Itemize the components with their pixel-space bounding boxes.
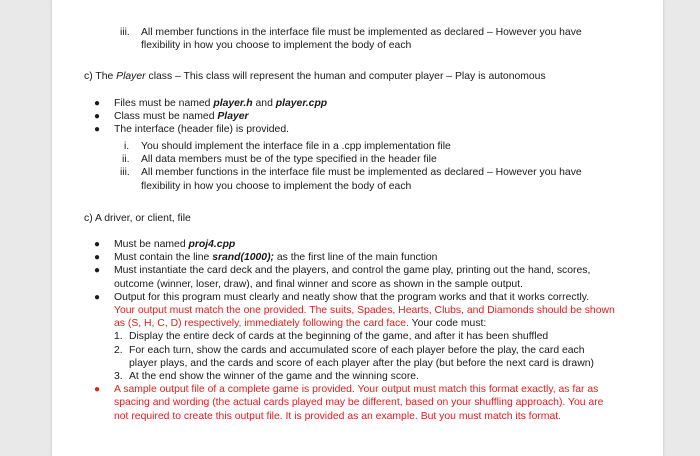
filename: player.cpp (275, 98, 328, 109)
list-item (94, 383, 662, 423)
player-bullet-list (94, 97, 659, 137)
section-heading-player: c) The Player class – This class will represent the human and computer player – Play is autonomous (84, 71, 546, 82)
list-item: 2. For each turn, show the cards and accumulated score of each player before the play, the card each player plays, and the cards and score of each player after the play (but before the next card is drawn) (114, 344, 594, 369)
roman-numeral: iii. (120, 27, 130, 38)
numbered-list (114, 330, 662, 383)
bullet-icon: ● (94, 111, 101, 123)
list-number: 2. (114, 344, 123, 356)
player-subitem-list (120, 140, 660, 193)
bullet-icon: ● (94, 265, 101, 277)
list-item: 1. Display the entire deck of cards at the beginning of the game, and after it has been shuffled (114, 331, 549, 343)
top-item-iii (120, 26, 660, 52)
roman-numeral: iii. (120, 167, 130, 179)
section-heading-driver: c) A driver, or client, file (84, 213, 191, 224)
list-item: ● Output for this program must clearly and neatly show that the program works and that it works correctly. Your output must match the one provided. The suits, Spades, Hearts, Clubs, and Diamonds should be shown as (S, H, C, D) respectively, immediately following the card face. Your code must: (94, 291, 662, 331)
emphasis-text: as (S, H, C, D) respectively, immediately following the card face. (114, 318, 409, 330)
list-item: ● Class must be named Player (94, 111, 249, 123)
filename: proj4.cpp (188, 239, 236, 250)
list-number: 3. (114, 371, 123, 382)
text-line: All member functions in the interface file must be implemented as declared – However you have (141, 27, 582, 38)
list-item: ii. All data members must be of the type specified in the header file (122, 154, 437, 166)
bullet-icon: ● (94, 252, 101, 264)
roman-numeral: i. (124, 141, 130, 152)
list-item: ● Must contain the line srand(1000); as the first line of the main function (94, 252, 438, 264)
emphasis-text: Your output must match the one provided. The suits, Spades, Hearts, Clubs, and Diamonds should be shown (114, 304, 615, 316)
bullet-icon: ● (94, 291, 101, 303)
list-item: ● The interface (header file) is provided. (94, 124, 289, 136)
list-item: i. You should implement the interface file in a .cpp implementation file (124, 141, 451, 152)
driver-bullet-list (94, 238, 662, 423)
list-item: 3. At the end show the winner of the game and the winning score. (114, 371, 419, 382)
class-name: Player (217, 111, 249, 123)
bullet-icon: ● (94, 239, 101, 250)
list-item: iii. All member functions in the interface file must be implemented as declared – However you have flexibility in how you choose to implement the body of each (120, 167, 582, 192)
filename: player.h (213, 98, 253, 109)
list-item: ● Must instantiate the card deck and the players, and control the game play, printing out the hand, scores, outcome (winner, loser, draw), and final winner and score as shown in the sample output. (94, 265, 591, 290)
bullet-icon: ● (94, 384, 101, 396)
list-number: 1. (114, 331, 123, 343)
bullet-icon: ● (94, 98, 101, 109)
bullet-icon: ● (94, 124, 101, 136)
text-line: flexibility in how you choose to implement the body of each (141, 40, 412, 52)
emphasis-text: A sample output file of a complete game is provided. Your output must match this format exactly, as far as spacing and wording (the actual cards played may be different, based on your shuffling approach). You are not required to create this output file. It is provided as an example. But you must match its format. (114, 384, 604, 422)
document-page (52, 0, 663, 456)
list-item: ● Must be named proj4.cpp (94, 239, 236, 250)
class-name: Player (116, 71, 146, 82)
code-snippet: srand(1000); (212, 252, 274, 264)
list-item: ● Files must be named player.h and player.cpp (94, 98, 328, 109)
roman-numeral: ii. (122, 154, 130, 166)
